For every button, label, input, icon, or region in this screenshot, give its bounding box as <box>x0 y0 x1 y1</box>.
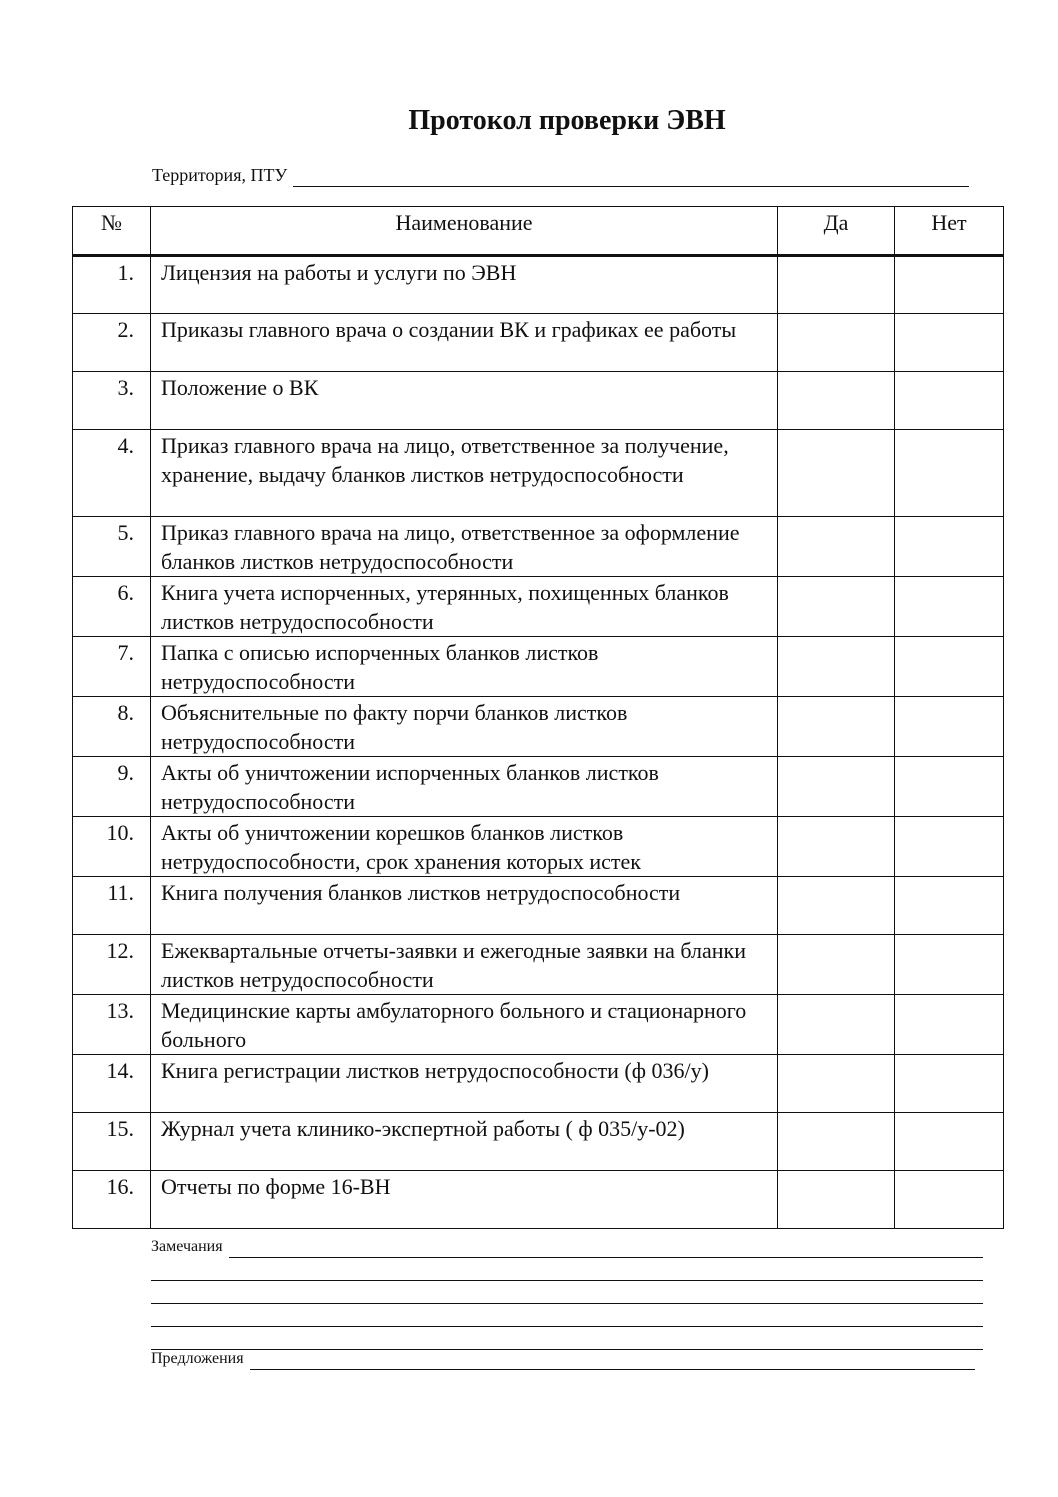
row-number: 6. <box>73 577 151 637</box>
remarks-line[interactable] <box>151 1281 983 1304</box>
no-cell[interactable] <box>895 697 1004 757</box>
proposals-field[interactable] <box>151 1348 975 1370</box>
row-number: 1. <box>73 256 151 314</box>
table-row <box>73 372 1004 430</box>
table-row <box>73 757 1004 817</box>
yes-cell[interactable] <box>778 637 895 697</box>
yes-cell[interactable] <box>778 935 895 995</box>
yes-cell[interactable] <box>778 995 895 1055</box>
row-name: Медицинские карты амбулаторного больного и стационарного больного <box>151 995 778 1055</box>
row-number: 13. <box>73 995 151 1055</box>
table-row <box>73 517 1004 577</box>
no-cell[interactable] <box>895 372 1004 430</box>
row-name: Лицензия на работы и услуги по ЭВН <box>151 256 778 314</box>
table-row <box>73 577 1004 637</box>
territory-field[interactable] <box>152 163 969 187</box>
remarks-label: Замечания <box>151 1238 223 1255</box>
row-name: Объяснительные по факту порчи бланков листков нетрудоспособности <box>151 697 778 757</box>
proposals-label: Предложения <box>151 1350 244 1367</box>
remarks-field[interactable] <box>151 1236 983 1258</box>
row-name: Отчеты по форме 16-ВН <box>151 1171 778 1229</box>
proposals-input-line[interactable] <box>250 1353 975 1370</box>
table-header-row <box>73 207 1004 256</box>
yes-cell[interactable] <box>778 1171 895 1229</box>
territory-label: Территория, ПТУ <box>152 165 288 185</box>
no-cell[interactable] <box>895 577 1004 637</box>
no-cell[interactable] <box>895 995 1004 1055</box>
row-name: Папка с описью испорченных бланков листков нетрудоспособности <box>151 637 778 697</box>
table-row <box>73 1113 1004 1171</box>
no-cell[interactable] <box>895 1113 1004 1171</box>
row-number: 10. <box>73 817 151 877</box>
table-row <box>73 430 1004 517</box>
row-number: 7. <box>73 637 151 697</box>
row-name: Ежеквартальные отчеты-заявки и ежегодные заявки на бланки листков нетрудоспособности <box>151 935 778 995</box>
row-number: 16. <box>73 1171 151 1229</box>
row-name: Книга учета испорченных, утерянных, похищенных бланков листков нетрудоспособности <box>151 577 778 637</box>
header-no: Нет <box>895 207 1004 256</box>
yes-cell[interactable] <box>778 1055 895 1113</box>
yes-cell[interactable] <box>778 877 895 935</box>
row-number: 8. <box>73 697 151 757</box>
row-name: Акты об уничтожении корешков бланков листков нетрудоспособности, срок хранения которых истек <box>151 817 778 877</box>
remarks-line[interactable] <box>151 1327 983 1350</box>
territory-input-line[interactable] <box>293 169 969 187</box>
row-number: 5. <box>73 517 151 577</box>
no-cell[interactable] <box>895 314 1004 372</box>
no-cell[interactable] <box>895 256 1004 314</box>
remarks-input-line[interactable] <box>229 1241 983 1258</box>
row-name: Книга получения бланков листков нетрудоспособности <box>151 877 778 935</box>
row-number: 2. <box>73 314 151 372</box>
table-row <box>73 697 1004 757</box>
remarks-line[interactable] <box>151 1258 983 1281</box>
checklist-table <box>72 206 1004 1229</box>
row-name: Положение о ВК <box>151 372 778 430</box>
document-title: Протокол проверки ЭВН <box>408 105 726 136</box>
no-cell[interactable] <box>895 757 1004 817</box>
table-row <box>73 935 1004 995</box>
no-cell[interactable] <box>895 935 1004 995</box>
row-number: 11. <box>73 877 151 935</box>
table-row <box>73 1171 1004 1229</box>
row-number: 9. <box>73 757 151 817</box>
yes-cell[interactable] <box>778 430 895 517</box>
yes-cell[interactable] <box>778 757 895 817</box>
remarks-line[interactable] <box>151 1304 983 1327</box>
yes-cell[interactable] <box>778 577 895 637</box>
no-cell[interactable] <box>895 877 1004 935</box>
row-number: 15. <box>73 1113 151 1171</box>
table-row <box>73 817 1004 877</box>
row-name: Приказы главного врача о создании ВК и графиках ее работы <box>151 314 778 372</box>
row-name: Акты об уничтожении испорченных бланков листков нетрудоспособности <box>151 757 778 817</box>
row-name: Книга регистрации листков нетрудоспособности (ф 036/у) <box>151 1055 778 1113</box>
yes-cell[interactable] <box>778 256 895 314</box>
row-name: Журнал учета клинико-экспертной работы ( ф 035/у-02) <box>151 1113 778 1171</box>
row-number: 14. <box>73 1055 151 1113</box>
proposals-section <box>151 1348 975 1370</box>
header-yes: Да <box>778 207 895 256</box>
header-name: Наименование <box>151 207 778 256</box>
yes-cell[interactable] <box>778 314 895 372</box>
row-number: 12. <box>73 935 151 995</box>
yes-cell[interactable] <box>778 817 895 877</box>
table-row <box>73 314 1004 372</box>
no-cell[interactable] <box>895 1055 1004 1113</box>
remarks-section <box>151 1236 983 1350</box>
yes-cell[interactable] <box>778 1113 895 1171</box>
row-name: Приказ главного врача на лицо, ответственное за оформление бланков листков нетрудоспособности <box>151 517 778 577</box>
row-name: Приказ главного врача на лицо, ответственное за получение, хранение, выдачу бланков листков нетрудоспособности <box>151 430 778 517</box>
table-row <box>73 1055 1004 1113</box>
yes-cell[interactable] <box>778 372 895 430</box>
header-number: № <box>73 207 151 256</box>
table-row <box>73 995 1004 1055</box>
no-cell[interactable] <box>895 817 1004 877</box>
no-cell[interactable] <box>895 430 1004 517</box>
row-number: 3. <box>73 372 151 430</box>
table-row <box>73 877 1004 935</box>
no-cell[interactable] <box>895 517 1004 577</box>
table-row <box>73 256 1004 314</box>
yes-cell[interactable] <box>778 517 895 577</box>
yes-cell[interactable] <box>778 697 895 757</box>
no-cell[interactable] <box>895 637 1004 697</box>
table-row <box>73 637 1004 697</box>
row-number: 4. <box>73 430 151 517</box>
no-cell[interactable] <box>895 1171 1004 1229</box>
